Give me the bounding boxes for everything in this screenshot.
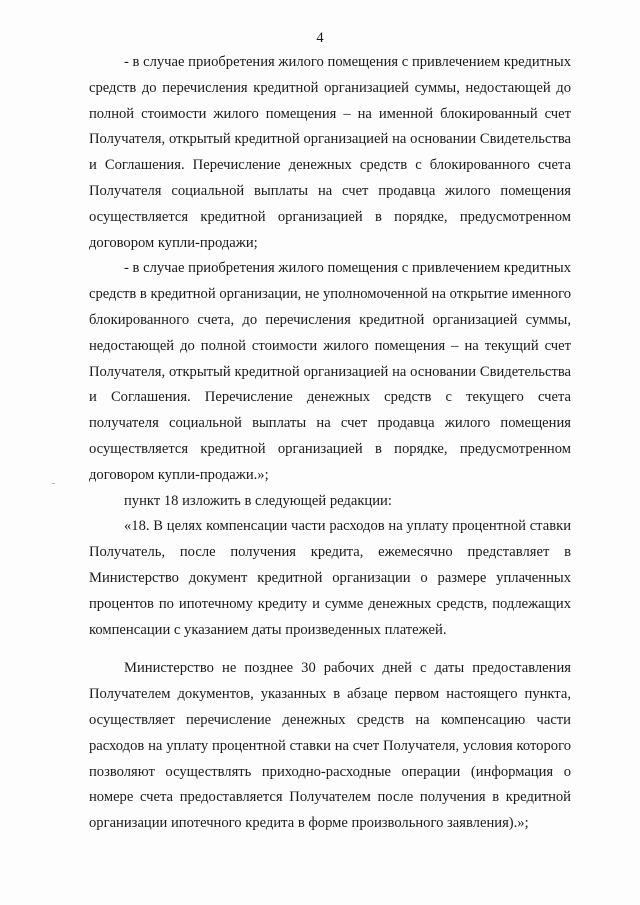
paragraph-ministry-transfer: Министерство не позднее 30 рабочих дней с даты предоставления Получателем документов, указанных в абзаце первом настоящего пункта, осуществляет перечисление денежных средств на компенсацию части расходов на уплату процентной ставки на счет Получателя, условия которого позволяют осуществлять приходно-расходные операции (информация о номере счета предоставляется Получателем после получения в кредитной организации ипотечного кредита в форме произвольного заявления).»; [89,660,571,832]
document-body [89,50,571,837]
paragraph-blocked-account-case: - в случае приобретения жилого помещения с привлечением кредитных средств до перечисления кредитной организацией суммы, недостающей до полной стоимости жилого помещения – на именной блокированный счет Получателя, открытый кредитной организацией на основании Свидетельства и Соглашения. Перечисление денежных средств с блокированного счета Получателя социальной выплаты на счет продавца жилого помещения осуществляется кредитной организацией в порядке, предусмотренном договором купли-продажи; [89,54,571,251]
page-number: 4 [316,30,324,46]
paragraph-item-18-intro: пункт 18 изложить в следующей редакции: [124,492,392,509]
scan-artifact [52,483,55,484]
paragraph-item-18-compensation: «18. В целях компенсации части расходов на уплату процентной ставки Получатель, после получения кредита, ежемесячно представляет в Министерство документ кредитной организации о размере уплаченных процентов по ипотечному кредиту и сумме денежных средств, подлежащих компенсации с указанием даты произведенных платежей. [89,518,571,638]
paragraph-current-account-case: - в случае приобретения жилого помещения с привлечением кредитных средств в кредитной организации, не уполномоченной на открытие именного блокированного счета, до перечисления кредитной организацией суммы, недостающей до полной стоимости жилого помещения – на текущий счет Получателя, открытый кредитной организацией на основании Свидетельства и Соглашения. Перечисление денежных средств с текущего счета получателя социальной выплаты на счет продавца жилого помещения осуществляется кредитной организацией в порядке, предусмотренном договором купли-продажи.»; [89,260,571,483]
